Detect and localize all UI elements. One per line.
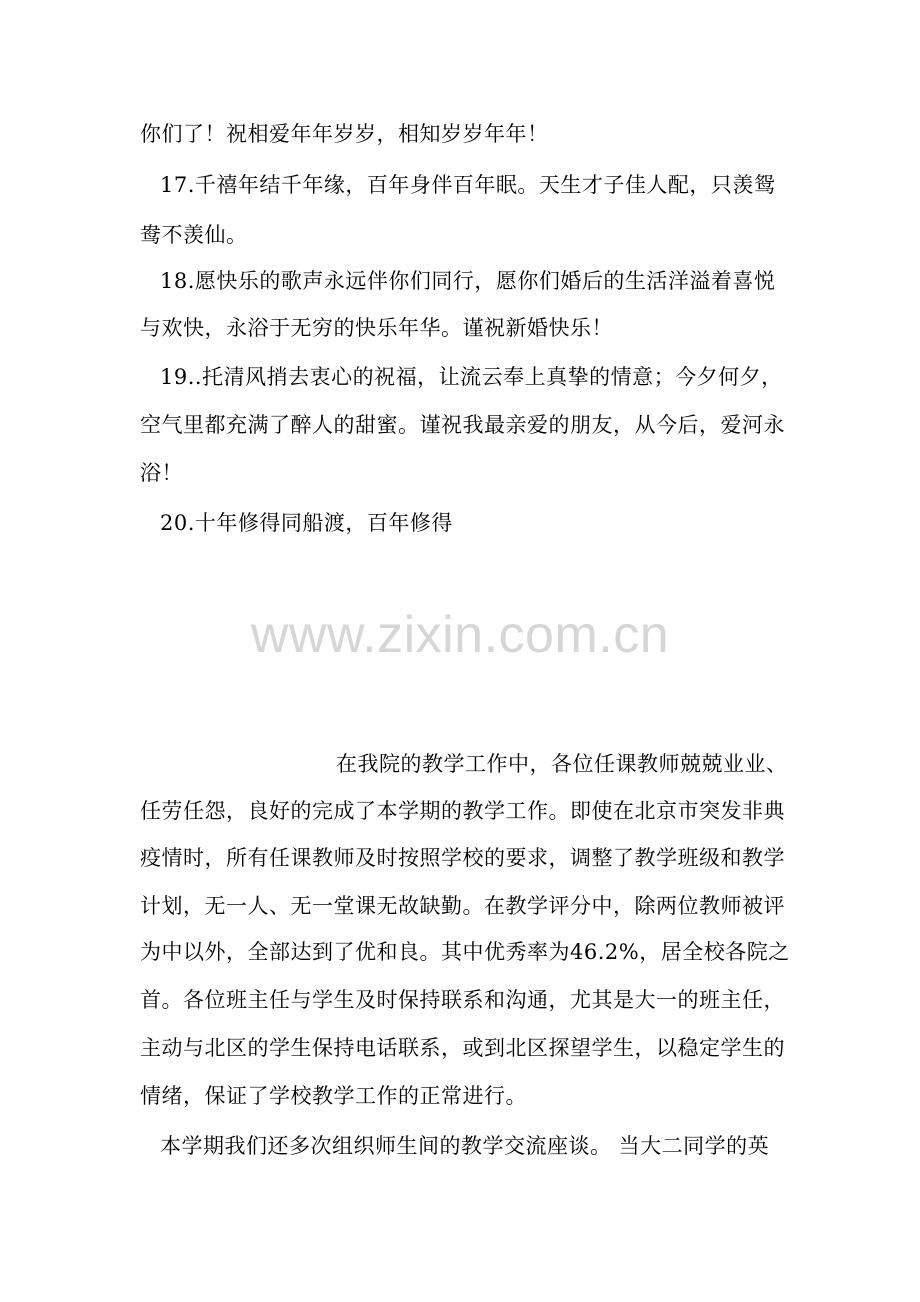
text-line: 与欢快，永浴于无穷的快乐年华。谨祝新婚快乐！	[140, 316, 613, 340]
text-line: 首。各位班主任与学生及时保持联系和沟通，尤其是大一的班主任，	[140, 988, 785, 1012]
text-line: 空气里都充满了醉人的甜蜜。谨祝我最亲爱的朋友，从今后，爱河永	[140, 413, 785, 437]
text-line: 主动与北区的学生保持电话联系，或到北区探望学生，以稳定学生的	[140, 1036, 785, 1060]
text-line: 你们了！祝相爱年年岁岁，相知岁岁年年！	[140, 122, 549, 146]
text-line: 疫情时，所有任课教师及时按照学校的要求，调整了教学班级和教学	[140, 846, 785, 870]
text-line: 本学期我们还多次组织师生间的教学交流座谈。 当大二同学的英	[160, 1134, 770, 1158]
text-line: 任劳任怨，良好的完成了本学期的教学工作。即使在北京市突发非典	[140, 799, 785, 823]
text-line: 20.十年修得同船渡，百年修得	[160, 511, 453, 535]
text-line: 为中以外，全部达到了优和良。其中优秀率为46.2%，居全校各院之	[140, 940, 790, 964]
text-line: 在我院的教学工作中，各位任课教师兢兢业业、	[336, 752, 788, 776]
text-line: 18.愿快乐的歌声永远伴你们同行，愿你们婚后的生活洋溢着喜悦	[160, 269, 776, 293]
text-line: 计划，无一人、无一堂课无故缺勤。在教学评分中，除两位教师被评	[140, 894, 785, 918]
text-line: 19..托清风捎去衷心的祝福，让流云奉上真挚的情意；今夕何夕，	[160, 365, 783, 389]
watermark-text: www.zixin.com.cn	[250, 606, 670, 664]
text-line: 17.千禧年结千年缘，百年身伴百年眠。天生才子佳人配，只羡鸳	[160, 173, 776, 197]
text-line: 浴！	[140, 461, 183, 485]
text-line: 情绪，保证了学校教学工作的正常进行。	[140, 1084, 527, 1108]
text-line: 鸯不羡仙。	[140, 223, 248, 247]
